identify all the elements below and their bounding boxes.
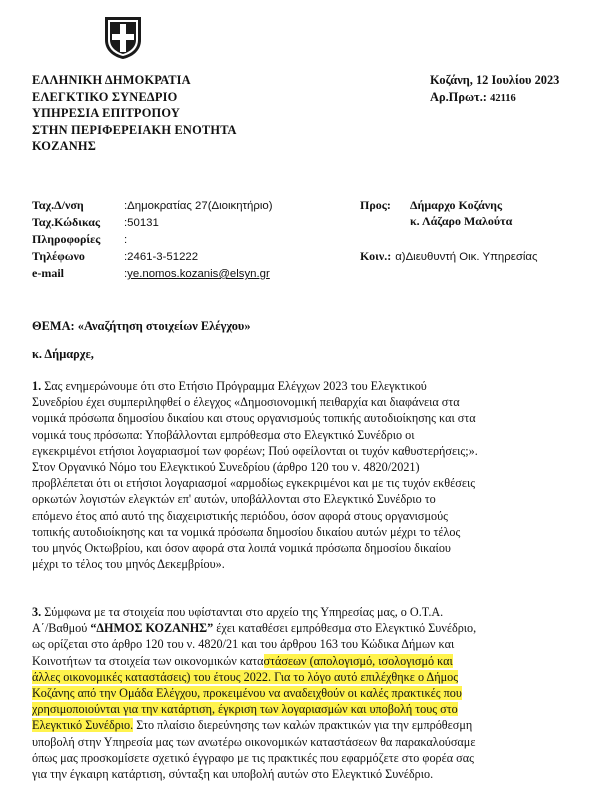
paragraph-line: εγκεκριμένοι ετήσιοι λογαριασμοί των φορέων; Πού οφείλονται οι τυχόν καθυστερήσεις;». bbox=[32, 443, 478, 458]
paragraph-line: Α΄/Βαθμού bbox=[32, 621, 91, 636]
postcode-value: :50131 bbox=[124, 217, 159, 229]
highlighted-text: άλλες οικονομικές καταστάσεις) του έτους 2022. Για το λόγο αυτό επιλέχθηκε ο Δήμος bbox=[32, 669, 459, 684]
to-label: Προς: bbox=[360, 198, 391, 212]
email-label: e-mail bbox=[32, 266, 64, 280]
highlighted-text: Κοζάνης από την Ομάδα Ελέγχου, προκειμένου να αναδειχθούν οι καλές πρακτικές που bbox=[32, 685, 462, 700]
highlighted-text: στάσεων (απολογισμό, ισολογισμό και bbox=[263, 653, 453, 668]
subject-line: ΘΕΜΑ: «Αναζήτηση στοιχείων Ελέγχου» bbox=[32, 319, 251, 333]
paragraph-3 bbox=[32, 604, 582, 782]
greek-coat-of-arms-icon bbox=[101, 14, 145, 60]
issuer-line: ΕΛΛΗΝΙΚΗ ΔΗΜΟΚΡΑΤΙΑ bbox=[32, 73, 191, 87]
paragraph-line: του μηνός Οκτωβρίου, και όσον αφορά στα λοιπά νομικά πρόσωπα δημοσίου δικαίου bbox=[32, 540, 451, 555]
address-value: :Δημοκρατίας 27(Διοικητήριο) bbox=[124, 200, 273, 212]
recipient-block bbox=[360, 197, 512, 229]
place-date: Κοζάνη, 12 Ιουλίου 2023 bbox=[430, 73, 560, 87]
cc-block bbox=[360, 249, 537, 264]
issuer-line: ΚΟΖΑΝΗΣ bbox=[32, 139, 97, 153]
issuer-line: ΕΛΕΓΚΤΙΚΟ ΣΥΝΕΔΡΙΟ bbox=[32, 89, 178, 104]
paragraph-line: όπως μας προσκομίσετε σχετικό έγγραφο με τις πρακτικές που εφαρμόζετε στο φορέα σας bbox=[32, 750, 474, 765]
postcode-label: Ταχ.Κώδικας bbox=[32, 215, 101, 229]
phone-value: :2461-3-51222 bbox=[124, 251, 199, 263]
paragraph-line: ως ορίζεται στο άρθρο 120 του ν. 4820/21 και του άρθρου 163 του Κώδικα Δήμων και bbox=[32, 637, 455, 652]
paragraph-line: προβλέπεται ότι οι ετήσιοι λογαριασμοί «αρμοδίως εγκεκριμένοι και με τις τυχόν εκθέσεις bbox=[32, 476, 476, 491]
issuer-line: ΣΤΗΝ ΠΕΡΙΦΕΡΕΙΑΚΗ ΕΝΟΤΗΤΑ bbox=[32, 122, 237, 137]
paragraph-line: Στο πλαίσιο διερεύνησης των καλών πρακτικών για την εμπρόθεσμη bbox=[133, 718, 473, 733]
phone-label: Τηλέφωνο bbox=[32, 249, 85, 263]
paragraph-line: υποβολή στην Υπηρεσία μας των ανωτέρω οικονομικών καταστάσεων θα παρακαλούσαμε bbox=[32, 734, 476, 749]
paragraph-number: 3. bbox=[32, 605, 42, 619]
paragraph-line: Στον Οργανικό Νόμο του Ελεγκτικού Συνεδρίου (άρθρο 120 του ν. 4820/2021) bbox=[32, 459, 420, 474]
paragraph-line: Σας ενημερώνουμε ότι στο Ετήσιο Πρόγραμμα Ελέγχων 2023 του Ελεγκτικού bbox=[41, 379, 427, 393]
email-prefix: : bbox=[124, 268, 128, 280]
paragraph-1 bbox=[32, 378, 582, 572]
paragraph-line: Κοινοτήτων τα στοιχεία των οικονομικών κατα bbox=[32, 653, 264, 668]
highlighted-text: Ελεγκτικό Συνέδριο. bbox=[32, 718, 134, 733]
protocol-label: Αρ.Πρωτ.: bbox=[430, 89, 487, 104]
paragraph-line: νομικά τους πρόσωπα: Υποβάλλονται εμπρόθεσμα στο Ελεγκτικό Συνέδριο οι bbox=[32, 427, 415, 442]
email-link[interactable]: ye.nomos.kozanis@elsyn.gr bbox=[127, 268, 270, 280]
issuer-line: ΥΠΗΡΕΣΙΑ ΕΠΙΤΡΟΠΟΥ bbox=[32, 106, 181, 120]
contact-block bbox=[32, 197, 273, 282]
highlighted-text: χρησιμοποιούνται για την κατάρτιση, έγκριση των λογαριασμών και υποβολή τους στο bbox=[32, 702, 458, 717]
recipient-person: κ. Λάζαρο Μαλούτα bbox=[410, 214, 513, 228]
paragraph-line: για την έγκαιρη κατάρτιση, σύνταξη και υποβολή αυτών στο Ελεγκτικό Συνέδριο. bbox=[32, 766, 434, 781]
paragraph-line: τοπικής αυτοδιοίκησης και τα νομικά πρόσωπα δημοσίου δικαίου αυτών μέχρι το τέλος bbox=[32, 524, 461, 539]
issuer-block bbox=[32, 72, 237, 155]
paragraph-line: έχει καταθέσει εμπρόθεσμα στο Ελεγκτικό Συνέδριο, bbox=[213, 621, 477, 636]
paragraph-line: επόμενο έτος από αυτό της διαχειριστικής περιόδου, όσον αφορά στους οργανισμούς bbox=[32, 508, 448, 523]
cc-label: Κοιν.: bbox=[360, 249, 392, 263]
recipient-name: Δήμαρχο Κοζάνης bbox=[410, 198, 503, 212]
info-value: : bbox=[124, 234, 128, 246]
paragraph-line: Σύμφωνα με τα στοιχεία που υφίστανται στο αρχείο της Υπηρεσίας μας, ο Ο.Τ.Α. bbox=[41, 605, 444, 619]
greeting: κ. Δήμαρχε, bbox=[32, 347, 94, 361]
paragraph-number: 1. bbox=[32, 379, 42, 393]
paragraph-line: μέχρι το τέλος του μηνός Δεκεμβρίου». bbox=[32, 557, 225, 572]
cc-value: α)Διευθυντή Οικ. Υπηρεσίας bbox=[395, 251, 538, 263]
municipality-name: “ΔΗΜΟΣ ΚΟΖΑΝΗΣ” bbox=[90, 621, 214, 636]
paragraph-line: νομικά πρόσωπα δημοσίου δικαίου και στους οργανισμούς τοπικής αυτοδιοίκησης και στα bbox=[32, 411, 476, 426]
protocol-number: 42116 bbox=[490, 92, 516, 104]
paragraph-line: Συνεδρίου έχει συμπεριληφθεί ο έλεγχος «Δημοσιονομική πειθαρχία και διαφάνεια στα bbox=[32, 395, 460, 410]
paragraph-line: ορκωτών λογιστών ελεγκτών επ' αυτών, υποβάλλονται στο Ελεγκτικό Συνέδριο το bbox=[32, 492, 436, 507]
info-label: Πληροφορίες bbox=[32, 232, 101, 246]
address-label: Ταχ.Δ/νση bbox=[32, 198, 84, 212]
date-protocol-block bbox=[430, 72, 559, 107]
